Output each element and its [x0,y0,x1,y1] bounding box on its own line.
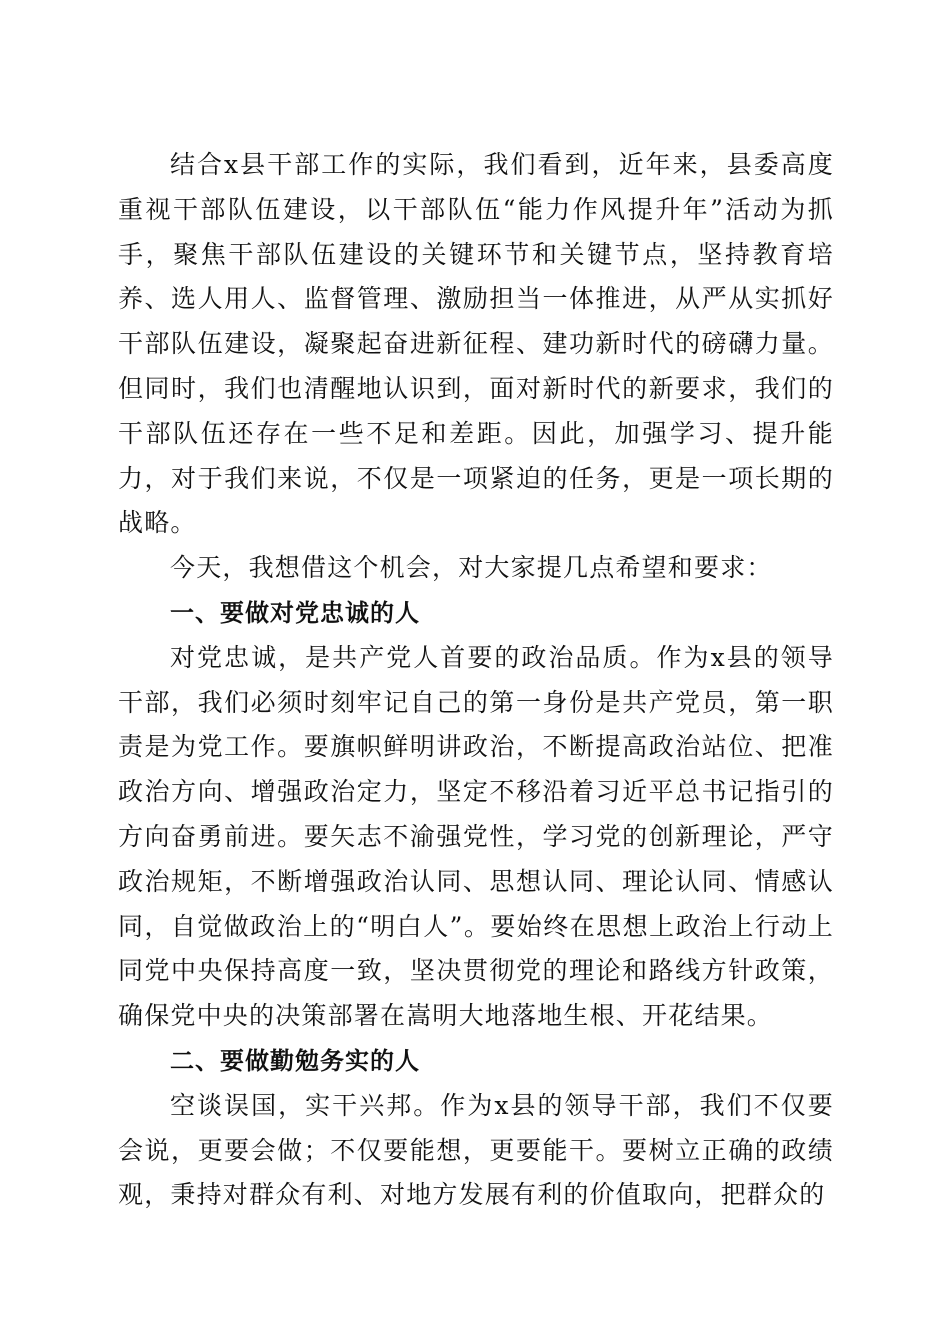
body-paragraph: 对党忠诚，是共产党人首要的政治品质。作为x县的领导干部，我们必须时刻牢记自己的第一身份是共产党员，第一职责是为党工作。要旗帜鲜明讲政治，不断提高政治站位、把准政治方向、增强政治定力，坚定不移沿着习近平总书记指引的方向奋勇前进。要矢志不渝强党性，学习党的创新理论，严守政治规矩，不断增强政治认同、思想认同、理论认同、情感认同，自觉做政治上的“明白人”。要始终在思想上政治上行动上同党中央保持高度一致，坚决贯彻党的理论和路线方针政策，确保党中央的决策部署在嵩明大地落地生根、开花结果。 [118,642,834,1031]
body-paragraph: 今天，我想借这个机会，对大家提几点希望和要求： [170,553,773,583]
section-heading: 二、要做勤勉务实的人 [170,1046,420,1075]
document-body [118,143,834,1218]
body-paragraph: 结合x县干部工作的实际，我们看到，近年来，县委高度重视干部队伍建设，以干部队伍“能力作风提升年”活动为抓手，聚焦干部队伍建设的关键环节和关键节点，坚持教育培养、选人用人、监督管理、激励担当一体推进，从严从实抓好干部队伍建设，凝聚起奋进新征程、建功新时代的磅礴力量。但同时，我们也清醒地认识到，面对新时代的新要求，我们的干部队伍还存在一些不足和差距。因此，加强学习、提升能力，对于我们来说，不仅是一项紧迫的任务，更是一项长期的战略。 [118,150,834,538]
body-paragraph: 空谈误国，实干兴邦。作为x县的领导干部，我们不仅要会说，更要会做；不仅要能想，更要能干。要树立正确的政绩观，秉持对群众有利、对地方发展有利的价值取向，把群众的 [118,1090,834,1210]
section-heading: 一、要做对党忠诚的人 [170,598,420,627]
